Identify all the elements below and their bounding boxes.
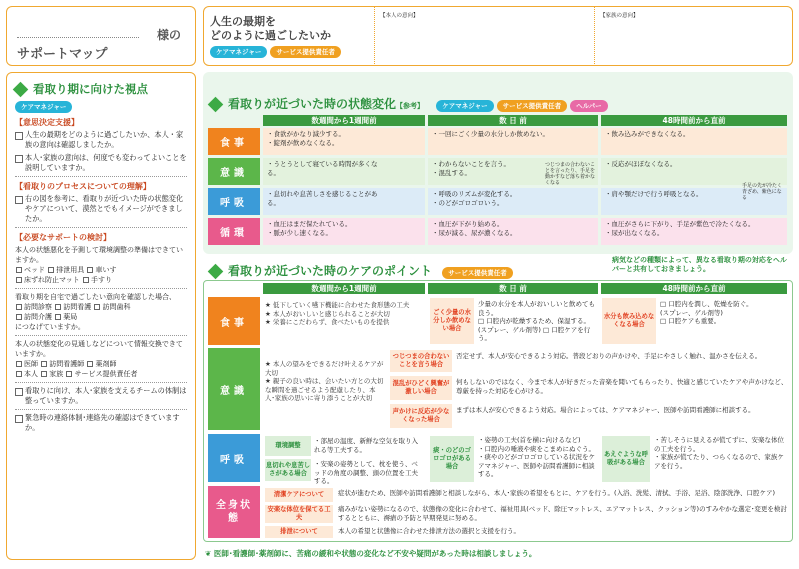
opt-label: 床ずれ防止マット <box>24 276 80 284</box>
state-row-label: 呼吸 <box>208 188 260 215</box>
state-cell: ・食欲がかなり減少する。 ・錠剤が飲めなくなる。 <box>263 128 425 155</box>
care-whole-k2: 安楽な体位を保てる工夫 <box>265 505 333 523</box>
opt-label: 医師 <box>24 360 38 368</box>
care-whole-v3: 本人の希望と状態像に合わせた排泄方法の選択と支援を行う。 <box>338 527 520 535</box>
pill: サービス提供責任者 <box>497 100 568 112</box>
care-food-c2: 少量の水分を本人がおいしいと飲めても良う。 □ 口腔内が乾燥するため、保湿する。 (スプレー、ゲル剤等) □ 口腔ケアを行う。 <box>478 300 595 342</box>
check-item[interactable]: 本人･家族の意向は、何度でも変わってよいことを説明していますか。 <box>15 153 187 173</box>
care-food-tag: ごく少量の水分しか飲めない場合 <box>430 298 474 344</box>
opt-label: 排泄用具 <box>56 266 85 274</box>
care-label-whole: 全身状態 <box>208 486 260 538</box>
opt-label: 訪問診察 <box>24 303 52 311</box>
col-header: 数週間から1週間前 <box>263 115 425 126</box>
pill-caremanager: ケアマネジャー <box>210 46 267 58</box>
care-mind-t1: つじつまの合わないことを言う場合 <box>390 350 452 372</box>
opt-label: 車いす <box>95 266 117 274</box>
checkbox[interactable] <box>94 304 100 310</box>
checkbox[interactable] <box>55 304 61 310</box>
checkbox[interactable] <box>16 314 22 320</box>
s3-text: 本人の状態変化の見通しなどについて情報交換できていますか。 <box>15 340 183 358</box>
state-cell: ・呼吸のリズムが変化する。 ・のどがゴロゴロいう。 <box>428 188 598 215</box>
care-breath-d2: ・姿勢の工夫(首を横に向けるなど) ・口腔内の唾液や痰をこまめにぬぐう。 ・痰やのどがゴロゴロしている状況をケアマネジャー、医師や訪問看護師に相談する。 <box>478 436 595 478</box>
checkbox[interactable] <box>87 267 93 273</box>
care-whole-k1: 清潔ケアについて <box>265 488 333 502</box>
pill: ヘルパー <box>570 100 608 112</box>
care-breath-k1: 環境調整 <box>265 436 311 456</box>
care-food-c3: □ 口腔内を潤し、乾燥を防ぐ。 (スプレー、ゲル剤等) □ 口腔ケアも重要。 <box>660 300 753 325</box>
leaf-icon: ❦ <box>205 549 214 558</box>
care-mind-d1: 否定せず、本人が安心できるよう対応。普段どおりの声かけや、手足にやさしく触れ、温かさを伝える。 <box>456 352 762 360</box>
opt-label: 家族 <box>49 370 64 378</box>
checkbox[interactable] <box>41 361 47 367</box>
diamond-icon <box>208 264 224 280</box>
s3-text: 看取り期を自宅で過ごしたい意向を確認した場合、 <box>15 293 176 301</box>
state-note: 手足の先が冷たく青ざめ、紫色になる <box>742 183 783 201</box>
checkbox[interactable] <box>16 277 22 283</box>
care-breath-v2: ・安楽の姿勢として、枕を使う、ベッドの角度の調整、頭の位置を工夫する。 <box>314 460 418 485</box>
checkbox[interactable] <box>16 371 22 377</box>
care-note: 病気などの種類によって、異なる看取り期の対応をヘルパーと共有しておきましょう。 <box>612 256 787 273</box>
care-mind-t3: 声かけに反応が少なくなった場合 <box>390 404 452 428</box>
left-title: 看取り期に向けた視点 <box>33 82 148 96</box>
footer-text: 医師･看護師･薬剤師に、苦痛の緩和や状態の変化など不安や疑問があった時は相談しましょう。 <box>213 549 537 558</box>
col-header: 48時間前から直前 <box>601 115 787 126</box>
state-row-label: 循環 <box>208 218 260 245</box>
opt-label: 訪問看護 <box>63 303 92 311</box>
state-ref: 【参考】 <box>396 102 425 110</box>
care-label-food: 食事 <box>208 297 260 345</box>
state-cell: ・血圧が下がり始める。 ・尿が減る、尿が濃くなる。 <box>428 218 598 245</box>
care-breath-t2: 痰・のどのゴロゴロがある場合 <box>430 436 474 482</box>
state-note: つじつまの合わないことを言ったり、手足を動かすなど落ち着かなくなる <box>545 162 596 186</box>
state-cell: ・肩や顎だけで行う呼吸となる。 <box>601 188 787 215</box>
state-cell: ・うとうとして寝ている時間が多くなる。 <box>263 158 425 185</box>
care-breath-t3: あえぐような呼吸がある場合 <box>602 436 650 482</box>
pill: ケアマネジャー <box>436 100 493 112</box>
checkbox[interactable] <box>83 277 89 283</box>
s1-heading: 【意思決定支援】 <box>15 118 79 127</box>
checkbox[interactable] <box>55 314 61 320</box>
pill: サービス提供責任者 <box>442 267 513 279</box>
opt-label: 薬剤師 <box>95 360 117 368</box>
col-header: 48時間前から直前 <box>601 283 787 294</box>
check-item[interactable]: 人生の最期をどのように過ごしたいか、本人・家族の意向は確認しましたか。 <box>15 130 187 150</box>
left-panel <box>6 72 196 560</box>
checkbox[interactable] <box>16 361 22 367</box>
support-map-title: サポートマップ <box>17 47 108 62</box>
care-whole-v2: 痛みがない姿勢になるので、状態像の変化に合わせて、福祉用具(ベッド、除圧マットレス、エアマットレス、クッション等)のすみやかな選定･変更を検討するとともに、褥瘡の予防と早期発見に努める。 <box>338 505 787 522</box>
state-row-label: 意識 <box>208 158 260 185</box>
care-title: 看取りが近づいた時のケアのポイント <box>228 264 433 278</box>
checkbox[interactable] <box>41 371 47 377</box>
opt-label: 訪問歯科 <box>102 303 131 311</box>
care-food-tag3: 水分も飲み込めなくなる場合 <box>602 298 656 344</box>
diamond-icon <box>208 97 224 113</box>
care-mind-c1: ★ 本人の望みをできるだけ叶えるケアが大切 ★ 親子の良い時は、会いたい方との大切な瞬間を過ごせるよう配慮したり、本人･家族の思いに寄り添うことが大切 <box>265 360 384 402</box>
opt-label: 訪問介護 <box>24 313 52 321</box>
patient-intent-label: 【本人の意向】 <box>380 13 419 19</box>
opt-label: サービス提供責任者 <box>74 370 138 378</box>
care-whole-v1: 症状が進むため、医師や訪問看護師と相談しながら、本人･家族の希望をもとに、ケアを行う。(入浴、洗髪、清拭、手浴、足浴、陰部洗浄、口腔ケア) <box>338 489 776 497</box>
care-breath-d3: ・苦しそうに見えるが慌てずに、安楽な体位の工夫を行う。 ・家族が慌てたり、つらくなるので、家族ケアを行う。 <box>654 436 784 470</box>
care-whole-k3: 排泄について <box>265 526 333 538</box>
name-box <box>6 6 196 66</box>
state-cell: ・血圧がさらに下がり、手足が紫色で冷たくなる。 ・尿が出なくなる。 <box>601 218 787 245</box>
state-cell: ・血圧はまだ保たれている。 ・脈が少し速くなる。 <box>263 218 425 245</box>
care-mind-d3: まずは本人が安心できるよう対応。場合によっては、ケアマネジャー、医師や訪問看護師に相談する。 <box>456 406 755 414</box>
col-header: 数 日 前 <box>428 115 598 126</box>
opt-label: 訪問看護師 <box>49 360 85 368</box>
state-title: 看取りが近づいた時の状態変化 <box>228 97 397 111</box>
care-mind-d2: 何もしないのではなく、今まで本人が好きだった音楽を聞いてもらったり、快適と感じていたケアや声かけなど、尊厳を持った対応を心がける。 <box>456 378 788 395</box>
state-cell: ・息切れや息苦しさを感じることがある。 <box>263 188 425 215</box>
state-cell: ・反応がほぼなくなる。 <box>601 158 787 185</box>
state-cell: ・飲み込みができなくなる。 <box>601 128 787 155</box>
opt-label: 薬局 <box>63 313 78 321</box>
left-pill: ケアマネジャー <box>15 101 72 113</box>
s3-text: 本人の状態悪化を予測して環境調整の準備はできていますか。 <box>15 246 183 264</box>
family-intent-label: 【家族の意向】 <box>600 13 639 19</box>
opt-label: 本人 <box>24 370 38 378</box>
intent-box <box>203 6 793 66</box>
check-item[interactable]: 緊急時の連絡体制･連絡先の確認はできていますか。 <box>15 413 187 433</box>
care-breath-k2: 息切れや息苦しさがある場合 <box>265 459 311 481</box>
care-label-breath: 呼吸 <box>208 434 260 482</box>
footer-note <box>205 548 536 559</box>
sama-label: 様の <box>157 28 182 42</box>
checkbox[interactable] <box>16 267 22 273</box>
state-cell: ・わからないことを言う。 ・混乱する。 <box>428 158 598 185</box>
check-item[interactable]: 看取りに向け、本人･家族を支えるチームの体制は整っていますか。 <box>15 386 187 406</box>
s2-heading: 【看取りのプロセスについての理解】 <box>15 182 151 191</box>
col-header: 数週間から1週間前 <box>263 283 425 294</box>
opt-label: ベッド <box>24 266 45 274</box>
care-food-c1: ★ 低下していく嚥下機能に合わせた食形態の工夫 ★ 本人がおいしいと感じられることが大切 ★ 栄養にこだわらず、食べたいものを提供 <box>265 301 410 326</box>
diamond-icon <box>13 82 29 98</box>
check-item[interactable]: 右の図を参考に、看取りが近づいた時の状態変化やケアについて、漠然とでもイメージができましたか。 <box>15 194 187 224</box>
col-header: 数 日 前 <box>428 283 598 294</box>
intent-title-1: 人生の最期を <box>210 15 276 28</box>
checkbox[interactable] <box>48 267 54 273</box>
state-row-label: 食事 <box>208 128 260 155</box>
state-cell: ・一回にごく少量の水分しか飲めない。 <box>428 128 598 155</box>
care-label-mind: 意識 <box>208 348 260 430</box>
checkbox[interactable] <box>66 371 72 377</box>
pill-service-manager: サービス提供責任者 <box>270 46 341 58</box>
checkbox[interactable] <box>87 361 93 367</box>
checkbox[interactable] <box>16 304 22 310</box>
care-mind-t2: 混乱がひどく興奮が激しい場合 <box>390 376 452 400</box>
intent-title-2: どのように過ごしたいか <box>210 29 331 42</box>
s3-heading: 【必要なサポートの検討】 <box>15 233 111 242</box>
s3-text: につなげていますか。 <box>15 323 85 331</box>
opt-label: 手すり <box>90 276 112 284</box>
care-breath-v1: ・部屋の温度、新鮮な空気を取り入れる等工夫する。 <box>314 437 418 454</box>
